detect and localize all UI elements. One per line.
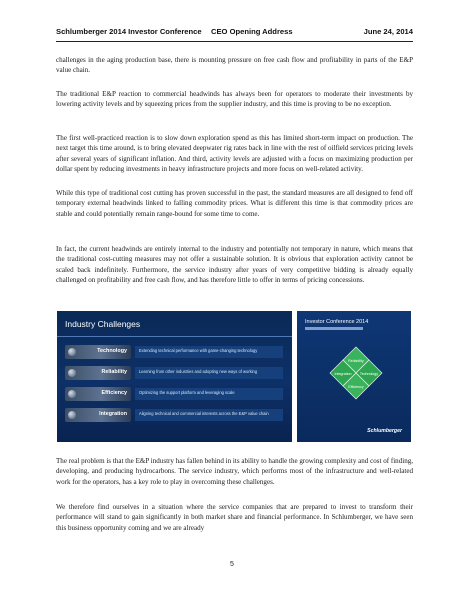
paragraph-4: While this type of traditional cost cutting has proven successful in the past, the standard measures are all designed to fend off temporary external headwinds linked to falling commodity prices. What is different this time is that commodity prices are stable and could potentially remain range-bound for some time to come. xyxy=(56,189,413,218)
challenge-chip xyxy=(65,408,131,422)
challenge-description: Learning from other industries and adopting new ways of working xyxy=(139,369,258,374)
conference-title: Investor Conference 2014 xyxy=(305,319,369,325)
challenge-description: Extending technical performance with game-changing technology xyxy=(139,348,258,353)
challenge-row-efficiency xyxy=(65,387,287,401)
challenge-label: Efficiency xyxy=(101,390,127,396)
paragraph-5: In fact, the current headwinds are entirely internal to the industry and potentially not temporary in nature, which means that the traditional cost-cutting measures may not offer a sustainable solution. It is obvious that exploration activity cannot be scaled back indefinitely. Furthermore, the service industry after years of very competitive bidding is already equally challenged on profitability and free cash flow, and has therefore little to offer in terms of pricing concessions. xyxy=(56,245,413,285)
diamond-label-left: Integration xyxy=(334,372,352,376)
paragraph-7: We therefore find ourselves in a situation where the service companies that are prepared to invest to transform their performance will stand to gain significantly in both market share and financial performance. In Schlumberger, we have seen this business opportunity coming and we are already xyxy=(56,503,413,532)
challenge-chip xyxy=(65,366,131,380)
slide-divider xyxy=(57,336,292,337)
header-rule xyxy=(56,41,413,42)
page-header xyxy=(56,27,413,39)
paragraph-3: The first well-practiced reaction is to slow down exploration spend as this has limited short-term impact on production. The next target this time around, is to bring elevated deepwater rig rates back in line with the rest of oilfield services pricing levels after several years of significant inflation. And third, activity levels are adjusted with a focus on maximizing production per dollar spent by reducing investments in heavy infrastructure projects and more focus on well-related activity. xyxy=(56,134,413,174)
globe-icon xyxy=(68,411,76,419)
slide-title: Industry Challenges xyxy=(65,319,141,329)
challenge-diamond-graphic xyxy=(334,347,379,395)
paragraph-6: The real problem is that the E&P industry has fallen behind in its ability to handle the growing complexity and cost of finding, developing, and producing hydrocarbons. The service industry, which performs most of the infrastructure and well-related work for the operators, has a key role to play in overcoming these challenges. xyxy=(56,457,413,486)
industry-challenges-slide xyxy=(57,311,292,442)
header-center-title: CEO Opening Address xyxy=(211,27,293,36)
challenge-label: Integration xyxy=(99,411,127,417)
investor-conference-slide xyxy=(297,311,411,442)
diamond-label-top: Reliability xyxy=(348,359,364,363)
diamond-label-right: Technology xyxy=(359,372,379,376)
challenge-label: Reliability xyxy=(101,369,127,375)
page-number: 5 xyxy=(230,561,234,568)
challenge-row-reliability xyxy=(65,366,287,380)
globe-icon xyxy=(68,369,76,377)
schlumberger-logo: Schlumberger xyxy=(367,428,402,434)
challenge-description: Optimizing the support platform and leveraging scale xyxy=(139,390,235,395)
globe-icon xyxy=(68,390,76,398)
paragraph-2: The traditional E&P reaction to commercial headwinds has always been for operators to moderate their investments by lowering activity levels and by squeezing prices from the supplier industry, and this time is proving to be no exception. xyxy=(56,90,413,109)
diamond-label-bottom: Efficiency xyxy=(348,385,364,389)
challenge-row-integration xyxy=(65,408,287,422)
challenge-chip xyxy=(65,345,131,359)
challenge-description: Aligning technical and commercial interests across the E&P value chain xyxy=(139,411,269,416)
header-left-title: Schlumberger 2014 Investor Conference xyxy=(56,27,202,36)
challenge-chip xyxy=(65,387,131,401)
conference-subtitle-bar xyxy=(305,327,363,330)
header-date: June 24, 2014 xyxy=(363,27,413,36)
challenge-label: Technology xyxy=(97,348,127,354)
paragraph-1: challenges in the aging production base, there is mounting pressure on free cash flow and profitability in parts of the E&P value chain. xyxy=(56,56,413,75)
challenge-row-technology xyxy=(65,345,287,359)
globe-icon xyxy=(68,348,76,356)
